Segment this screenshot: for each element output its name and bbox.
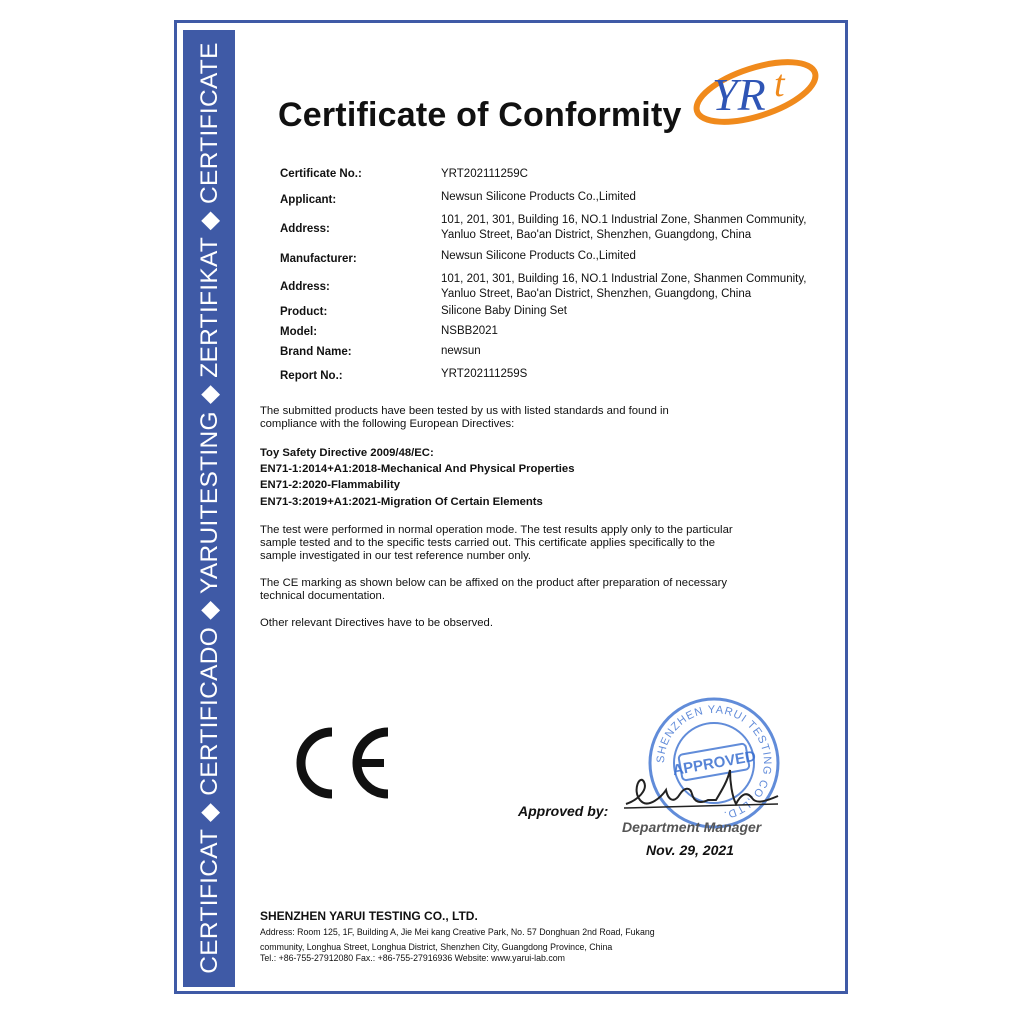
label-model: Model:: [280, 326, 318, 338]
label-product: Product:: [280, 306, 328, 318]
value-applicant-address-line2: Yanluo Street, Bao'an District, Shenzhen, Guangdong, China: [441, 229, 752, 241]
value-manufacturer-address-line1: 101, 201, 301, Building 16, NO.1 Industrial Zone, Shanmen Community,: [441, 273, 807, 285]
signature-image: [618, 760, 788, 820]
value-certificate-no: YRT202111259C: [441, 168, 528, 180]
approved-by-label: Approved by:: [518, 803, 609, 819]
value-brand-name: newsun: [441, 345, 481, 357]
other-directives: Other relevant Directives have to be observed.: [260, 617, 493, 629]
approval-date: Nov. 29, 2021: [646, 842, 734, 858]
footer-address-line-2: community, Longhua Street, Longhua District, Shenzhen City, Guangdong Province, China: [260, 942, 613, 952]
intro-line-2: compliance with the following European Directives:: [260, 418, 515, 430]
label-brand-name: Brand Name:: [280, 346, 352, 358]
standard-en71-3: EN71-3:2019+A1:2021-Migration Of Certain Elements: [260, 496, 543, 508]
label-manufacturer-address: Address:: [280, 281, 330, 293]
certificate-title: Certificate of Conformity: [278, 96, 682, 134]
test-paragraph-line-3: sample investigated in our test reference number only.: [260, 550, 532, 562]
footer-address-line-1: Address: Room 125, 1F, Building A, Jie Mei kang Creative Park, No. 57 Donghuan 2nd Road, Fukang: [260, 927, 655, 937]
value-model: NSBB2021: [441, 325, 498, 337]
sidebar-text: CERTIFICAT ◆ CERTIFICADO ◆ YARUITESTING ◆ ZERTIFIKAT ◆ CERTIFICATE: [196, 42, 223, 974]
ce-mark-icon: [290, 726, 394, 800]
stamp-center-text: APPROVED: [671, 747, 758, 780]
svg-text:t: t: [774, 63, 785, 105]
value-manufacturer-address-line2: Yanluo Street, Bao'an District, Shenzhen, Guangdong, China: [441, 288, 752, 300]
yrt-logo: [690, 48, 825, 138]
value-manufacturer: Newsun Silicone Products Co.,Limited: [441, 250, 636, 262]
label-report-no: Report No.:: [280, 370, 343, 382]
value-product: Silicone Baby Dining Set: [441, 305, 567, 317]
value-applicant-address-line1: 101, 201, 301, Building 16, NO.1 Industrial Zone, Shanmen Community,: [441, 214, 807, 226]
standard-directive: Toy Safety Directive 2009/48/EC:: [260, 447, 434, 459]
intro-line-1: The submitted products have been tested by us with listed standards and found in: [260, 405, 669, 417]
department-manager: Department Manager: [622, 819, 762, 835]
value-applicant: Newsun Silicone Products Co.,Limited: [441, 191, 636, 203]
test-paragraph-line-1: The test were performed in normal operation mode. The test results apply only to the particular: [260, 524, 733, 536]
svg-text:YR: YR: [712, 69, 766, 120]
test-paragraph-line-2: sample tested and to the specific tests carried out. This certificate applies specifically to the: [260, 537, 716, 549]
stamp-ring-text: SHENZHEN YARUI TESTING CO.,LTD.: [654, 703, 774, 822]
label-applicant-address: Address:: [280, 223, 330, 235]
standard-en71-2: EN71-2:2020-Flammability: [260, 479, 401, 491]
label-applicant: Applicant:: [280, 194, 337, 206]
label-manufacturer: Manufacturer:: [280, 253, 357, 265]
sidebar-banner: [183, 30, 235, 987]
label-certificate-no: Certificate No.:: [280, 168, 362, 180]
value-report-no: YRT202111259S: [441, 368, 528, 380]
footer-company: SHENZHEN YARUI TESTING CO., LTD.: [260, 909, 478, 923]
ce-paragraph-line-1: The CE marking as shown below can be affixed on the product after preparation of necessary: [260, 577, 727, 589]
ce-paragraph-line-2: technical documentation.: [260, 590, 385, 602]
footer-contact-line: Tel.: +86-755-27912080 Fax.: +86-755-27916936 Website: www.yarui-lab.com: [260, 953, 565, 963]
standard-en71-1: EN71-1:2014+A1:2018-Mechanical And Physical Properties: [260, 463, 575, 475]
